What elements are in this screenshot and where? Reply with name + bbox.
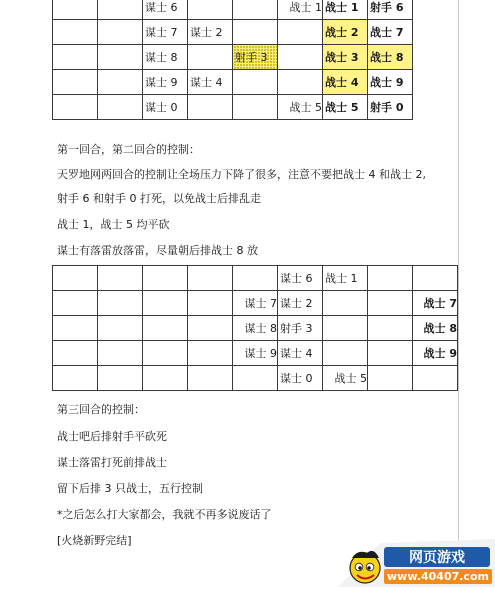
table-cell: [98, 0, 143, 20]
highlighted-cell: 战士 4: [323, 70, 368, 95]
logo-title: 网页游戏: [409, 550, 465, 566]
table-row: [53, 266, 458, 291]
paragraph-line: 战士 1，战士 5 均平砍: [57, 218, 170, 231]
table-row: [53, 95, 413, 120]
table-cell: [233, 95, 278, 120]
table-cell: [53, 20, 98, 45]
table-cell: 谋士 6: [278, 266, 323, 291]
table-cell: [53, 366, 98, 391]
table-cell: [188, 291, 233, 316]
paragraph-round-1-heading: 第一回合，第二回合的控制：: [57, 143, 200, 156]
table-cell: [53, 0, 98, 20]
table-row: [53, 316, 458, 341]
paragraph-line: 天罗地网两回合的控制让全场压力下降了很多，注意不要把战士 4 和战士 2,: [57, 168, 426, 181]
table-cell: 战士 1: [323, 266, 368, 291]
table-cell: [53, 291, 98, 316]
table-cell: 谋士 9: [143, 70, 188, 95]
table-cell: 射手 6: [368, 0, 413, 20]
highlighted-cell: 战士 8: [368, 45, 413, 70]
paragraph-line: 战士吧后排射手平砍死: [57, 430, 167, 443]
table-cell: [188, 341, 233, 366]
table-cell: [98, 316, 143, 341]
mascot-logo-icon: [338, 533, 495, 587]
table-cell: [323, 291, 368, 316]
table-cell: [233, 366, 278, 391]
table-cell: 谋士 6: [143, 0, 188, 20]
table-cell: [53, 266, 98, 291]
table-cell: [98, 341, 143, 366]
formation-table-1: [52, 0, 413, 120]
table-row: [53, 45, 413, 70]
document-page: [47, 0, 458, 587]
table-cell: [368, 291, 413, 316]
table-row: [53, 366, 458, 391]
site-watermark-logo: [338, 533, 495, 587]
table-cell: [413, 266, 458, 291]
table-cell: 谋士 4: [278, 341, 323, 366]
table-row: [53, 0, 413, 20]
table-cell: [98, 20, 143, 45]
table-cell: 战士 9: [413, 341, 458, 366]
table-cell: 谋士 2: [278, 291, 323, 316]
table-cell: [188, 95, 233, 120]
logo-url: www.40407.com: [387, 570, 489, 583]
page-right-border: [458, 0, 459, 587]
table-cell: [53, 95, 98, 120]
table-cell: [188, 366, 233, 391]
table-cell: [368, 366, 413, 391]
table-cell: [143, 291, 188, 316]
table-cell: [188, 316, 233, 341]
table-cell: 战士 5: [323, 95, 368, 120]
table-cell: [143, 341, 188, 366]
table-cell: [98, 45, 143, 70]
table-cell: [143, 366, 188, 391]
table-cell: 战士 5: [278, 95, 323, 120]
table-cell: 战士 7: [368, 20, 413, 45]
highlighted-cell: 战士 3: [323, 45, 368, 70]
table-cell: [368, 316, 413, 341]
table-cell: 战士 9: [368, 70, 413, 95]
table-cell: 战士 7: [413, 291, 458, 316]
table-cell: [413, 366, 458, 391]
table-row: [53, 291, 458, 316]
table-cell: [188, 45, 233, 70]
table-cell: [368, 266, 413, 291]
paragraph-line: 谋士落雷打死前排战士: [57, 456, 167, 469]
table-cell: [53, 341, 98, 366]
table-cell: 射手 0: [368, 95, 413, 120]
table-cell: [368, 341, 413, 366]
table-cell: [98, 366, 143, 391]
paragraph-line: *之后怎么打大家都会，我就不再多说废话了: [57, 508, 272, 521]
table-cell: [98, 95, 143, 120]
table-cell: [98, 266, 143, 291]
highlighted-cell: 战士 2: [323, 20, 368, 45]
formation-table-2: [52, 265, 458, 391]
table-cell: [278, 70, 323, 95]
table-cell: 谋士 9: [233, 341, 278, 366]
table-cell: [188, 266, 233, 291]
table-cell: [98, 291, 143, 316]
table-cell: 谋士 0: [143, 95, 188, 120]
table-cell: [233, 20, 278, 45]
table-row: [53, 70, 413, 95]
table-cell: 谋士 8: [143, 45, 188, 70]
table-cell: 谋士 7: [233, 291, 278, 316]
paragraph-line: 射手 6 和射手 0 打死，以免战士后排乱走: [57, 192, 261, 205]
paragraph-line: 留下后排 3 只战士，五行控制: [57, 482, 203, 495]
table-cell: 战士 5: [323, 366, 368, 391]
table-cell: [143, 316, 188, 341]
table-cell: [278, 45, 323, 70]
paragraph-round-3-heading: 第三回合的控制：: [57, 403, 145, 416]
table-cell: 战士 1: [323, 0, 368, 20]
highlighted-cell: 射手 3: [233, 45, 278, 70]
table-row: [53, 20, 413, 45]
table-cell: [278, 20, 323, 45]
table-cell: [53, 45, 98, 70]
table-cell: 谋士 7: [143, 20, 188, 45]
paragraph-line: 谋士有落雷放落雷，尽量朝后排战士 8 放: [57, 244, 258, 257]
table-cell: [188, 0, 233, 20]
table-cell: [233, 70, 278, 95]
table-cell: [53, 316, 98, 341]
table-cell: 谋士 0: [278, 366, 323, 391]
paragraph-end-note: [火烧新野完结]: [57, 534, 132, 547]
table-cell: 射手 3: [278, 316, 323, 341]
table-cell: 谋士 8: [233, 316, 278, 341]
table-cell: [98, 70, 143, 95]
table-cell: 谋士 2: [188, 20, 233, 45]
table-cell: 谋士 4: [188, 70, 233, 95]
table-cell: 战士 8: [413, 316, 458, 341]
table-cell: [233, 0, 278, 20]
table-cell: [323, 341, 368, 366]
table-cell: 战士 1: [278, 0, 323, 20]
table-cell: [233, 266, 278, 291]
table-row: [53, 341, 458, 366]
table-cell: [53, 70, 98, 95]
table-cell: [143, 266, 188, 291]
table-cell: [323, 316, 368, 341]
